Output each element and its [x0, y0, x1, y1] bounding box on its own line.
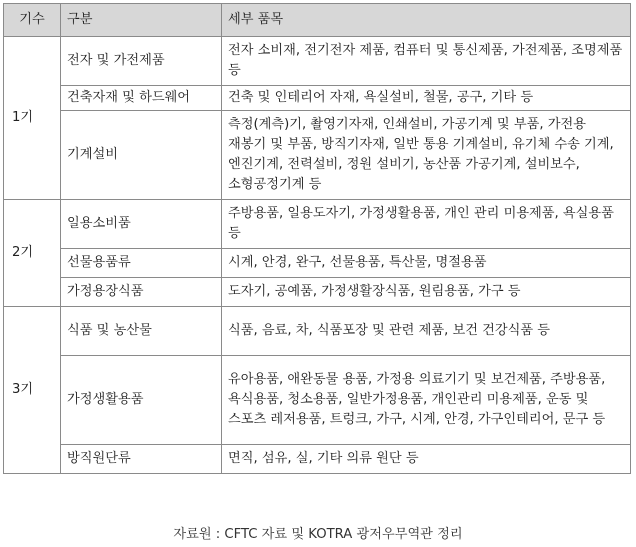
table-row	[4, 249, 631, 278]
phase-cell: 3기	[4, 307, 61, 474]
items-cell: 측정(계측)기, 촬영기자재, 인쇄설비, 가공기계 및 부품, 가전용 재봉기 및 부품, 방직기자재, 일반 통용 기계설비, 유기체 수송 기계, 엔진기계, 전력설비, 정원 설비기, 농산품 가공기계, 설비보수, 소형공정기계 등	[222, 111, 631, 200]
items-cell: 도자기, 공예품, 가정생활장식품, 원림용품, 가구 등	[222, 278, 631, 307]
category-cell: 식품 및 농산물	[61, 307, 222, 356]
phase-cell: 1기	[4, 37, 61, 200]
source-caption: 자료원 : CFTC 자료 및 KOTRA 광저우무역관 정리	[173, 527, 463, 542]
items-cell: 식품, 음료, 차, 식품포장 및 관련 제품, 보건 건강식품 등	[222, 307, 631, 356]
category-cell: 일용소비품	[61, 200, 222, 249]
category-cell: 가정용장식품	[61, 278, 222, 307]
items-cell: 전자 소비재, 전기전자 제품, 컴퓨터 및 통신제품, 가전제품, 조명제품 등	[222, 37, 631, 86]
phase-group-1	[4, 37, 631, 200]
items-cell: 시계, 안경, 완구, 선물용품, 특산물, 명절용품	[222, 249, 631, 278]
category-cell: 기계설비	[61, 111, 222, 200]
table-row	[4, 356, 631, 445]
table-row	[4, 307, 631, 356]
table-row	[4, 86, 631, 111]
category-cell: 방직원단류	[61, 445, 222, 474]
items-cell: 유아용품, 애완동물 용품, 가정용 의료기기 및 보건제품, 주방용품, 욕식용품, 청소용품, 일반가정용품, 개인관리 미용제품, 운동 및 스포츠 레저용품, 트렁크, 가구, 시계, 안경, 가구인테리어, 문구 등	[222, 356, 631, 445]
table-row	[4, 200, 631, 249]
category-cell: 건축자재 및 하드웨어	[61, 86, 222, 111]
phase-cell: 2기	[4, 200, 61, 307]
header-phase: 기수	[4, 4, 61, 37]
table-header-row	[4, 4, 631, 37]
items-cell: 주방용품, 일용도자기, 가정생활용품, 개인 관리 미용제품, 욕실용품 등	[222, 200, 631, 249]
items-cell: 건축 및 인테리어 자재, 욕실설비, 철물, 공구, 기타 등	[222, 86, 631, 111]
header-category: 구분	[61, 4, 222, 37]
product-category-table	[3, 3, 631, 474]
table-row	[4, 445, 631, 474]
category-cell: 가정생활용품	[61, 356, 222, 445]
phase-group-2	[4, 200, 631, 307]
items-cell: 면직, 섬유, 실, 기타 의류 원단 등	[222, 445, 631, 474]
phase-group-3	[4, 307, 631, 474]
table-row	[4, 37, 631, 86]
table-row	[4, 278, 631, 307]
category-cell: 선물용품류	[61, 249, 222, 278]
category-cell: 전자 및 가전제품	[61, 37, 222, 86]
table-row	[4, 111, 631, 200]
header-items: 세부 품목	[222, 4, 631, 37]
